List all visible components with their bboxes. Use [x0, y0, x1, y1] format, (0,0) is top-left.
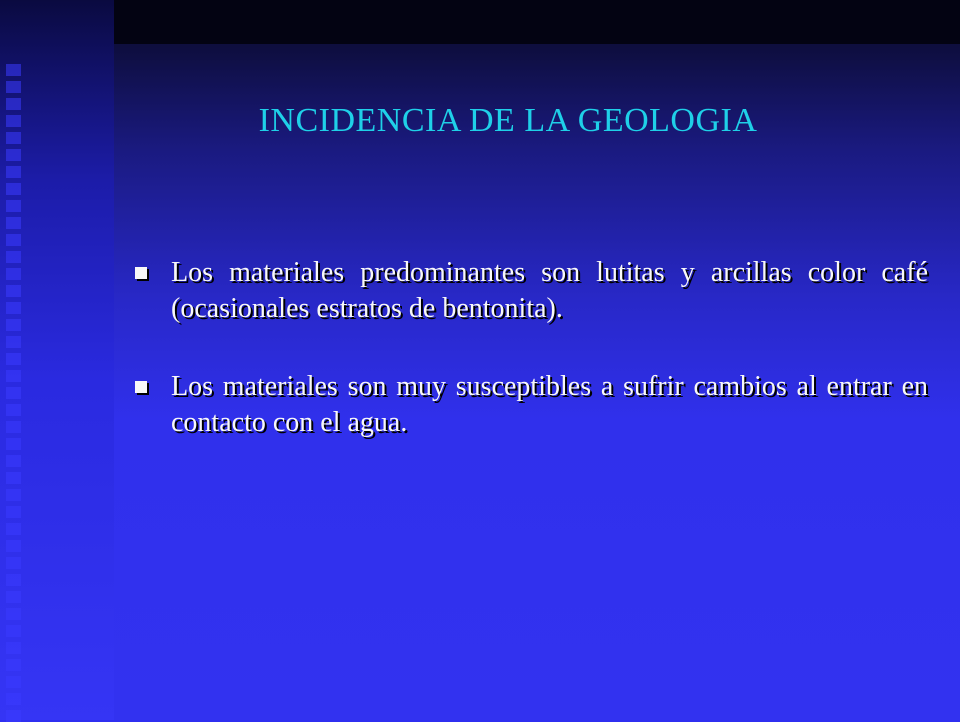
decorative-square [6, 302, 21, 314]
decorative-square-column [6, 0, 26, 720]
decorative-square [6, 183, 21, 195]
decorative-square [6, 115, 21, 127]
decorative-square [6, 489, 21, 501]
bullet-item-1 [133, 255, 928, 327]
square-bullet-icon [135, 381, 147, 393]
decorative-square [6, 438, 21, 450]
decorative-square [6, 64, 21, 76]
decorative-square [6, 693, 21, 705]
left-decorative-band [0, 0, 114, 720]
decorative-square [6, 676, 21, 688]
decorative-square [6, 149, 21, 161]
bullet-item-2 [133, 369, 928, 441]
decorative-square [6, 557, 21, 569]
bullet-list [133, 255, 928, 483]
decorative-square [6, 132, 21, 144]
bullet-text-2: Los materiales son muy susceptibles a sufrir cambios al entrar en contacto con el agua. [171, 371, 928, 438]
decorative-square [6, 234, 21, 246]
decorative-square [6, 285, 21, 297]
decorative-square [6, 608, 21, 620]
decorative-square [6, 370, 21, 382]
decorative-square [6, 642, 21, 654]
decorative-square [6, 200, 21, 212]
square-bullet-icon [135, 267, 147, 279]
top-dark-bar [114, 0, 960, 44]
decorative-square [6, 472, 21, 484]
decorative-square [6, 523, 21, 535]
decorative-square [6, 217, 21, 229]
decorative-square [6, 421, 21, 433]
decorative-square [6, 591, 21, 603]
decorative-square [6, 353, 21, 365]
decorative-square [6, 625, 21, 637]
decorative-square [6, 319, 21, 331]
bullet-text-1: Los materiales predominantes son lutitas y arcillas color café (ocasionales estratos de bentonita). [171, 257, 928, 324]
slide-title: INCIDENCIA DE LA GEOLOGIA [258, 102, 758, 139]
decorative-square [6, 81, 21, 93]
decorative-square [6, 336, 21, 348]
decorative-square [6, 710, 21, 722]
decorative-square [6, 98, 21, 110]
decorative-square [6, 455, 21, 467]
decorative-square [6, 404, 21, 416]
decorative-square [6, 251, 21, 263]
decorative-square [6, 659, 21, 671]
decorative-square [6, 268, 21, 280]
decorative-square [6, 387, 21, 399]
decorative-square [6, 540, 21, 552]
decorative-square [6, 506, 21, 518]
decorative-square [6, 166, 21, 178]
decorative-square [6, 574, 21, 586]
